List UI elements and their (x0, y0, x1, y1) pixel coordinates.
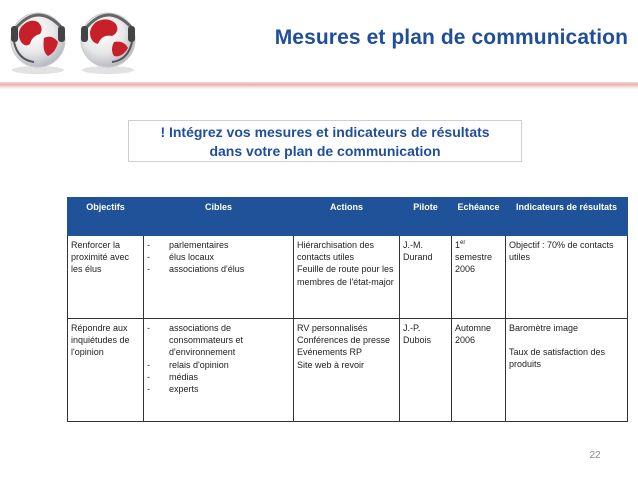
echeance-ordinal: 1 (455, 240, 461, 250)
header-pilote: Pilote (400, 198, 452, 236)
list-item: - associations d'élus (147, 263, 290, 275)
table-row (68, 319, 628, 422)
indicator-line: Objectif : 70% de contacts utiles (509, 240, 614, 263)
action-item: Feuille de route pour les membres de l'état-major (297, 264, 394, 287)
cell-indicateurs (506, 319, 628, 422)
cell-actions (294, 319, 400, 422)
spacer (509, 334, 624, 346)
cell-objectif: Renforcer la proximité avec les élus (68, 236, 144, 319)
cell-objectif: Répondre aux inquiétudes de l'opinion (68, 319, 144, 422)
callout-line-2: dans votre plan de communication (209, 143, 441, 159)
page-title: Mesures et plan de communication (274, 26, 628, 49)
table-row (68, 236, 628, 319)
indicator-line: Baromètre image (509, 323, 579, 333)
action-item: Site web à revoir (297, 359, 365, 370)
list-item: - relais d'opinion (147, 359, 290, 371)
list-item: - associations de consommateurs et d'environnement (147, 322, 290, 359)
header-cibles: Cibles (144, 198, 294, 236)
cell-echeance (452, 236, 506, 319)
globe-headset-icon (11, 13, 65, 74)
list-item: - élus locaux (147, 251, 290, 263)
cell-actions (294, 236, 400, 319)
list-item: - experts (147, 383, 290, 395)
list-item: - médias (147, 371, 290, 383)
communication-plan-table (67, 197, 628, 422)
header-echeance: Echéance (452, 198, 506, 236)
echeance-rest: semestre 2006 (455, 252, 493, 275)
list-item: - parlementaires (147, 239, 290, 251)
indicator-line: Taux de satisfaction des produits (509, 347, 606, 370)
globe-headset-icon (81, 13, 135, 74)
action-item: Conférences de presse (297, 335, 391, 346)
logo-globes (4, 4, 144, 76)
header-divider (0, 82, 638, 90)
callout-box (128, 120, 522, 162)
action-item: RV personnalisés (297, 323, 368, 333)
header-objectifs: Objectifs (68, 198, 144, 236)
cell-pilote: J.-M. Durand (400, 236, 452, 319)
cell-cibles (144, 236, 294, 319)
cell-pilote: J.-P. Dubois (400, 319, 452, 422)
cell-indicateurs (506, 236, 628, 319)
header-indicateurs: Indicateurs de résultats (506, 198, 628, 236)
echeance-superscript: er (460, 240, 466, 246)
cell-echeance: Automne 2006 (452, 319, 506, 422)
action-item: Hiérarchisation des contacts utiles (297, 240, 375, 263)
callout-line-1: ! Intégrez vos mesures et indicateurs de résultats (160, 124, 490, 140)
page-number: 22 (589, 450, 601, 461)
header-actions: Actions (294, 198, 400, 236)
action-item: Evénements RP (297, 347, 363, 358)
table-header-row (68, 198, 628, 236)
cell-cibles (144, 319, 294, 422)
